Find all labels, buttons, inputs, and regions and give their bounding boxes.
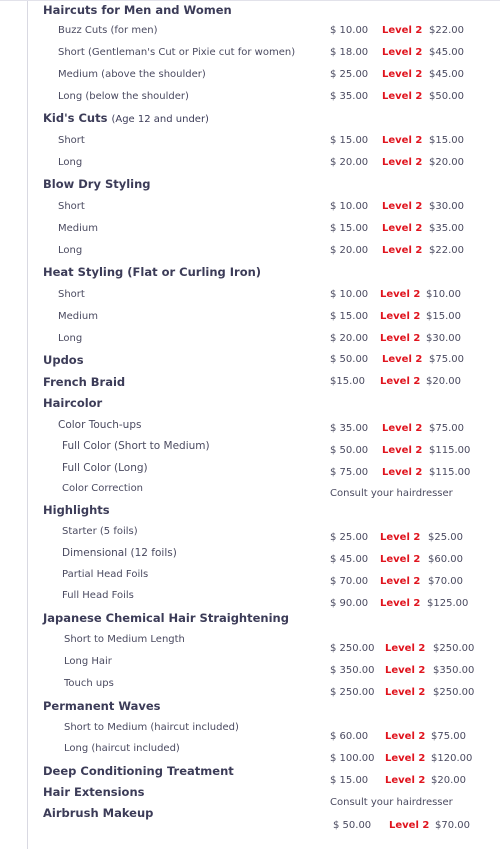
level-label: Level 2	[382, 25, 423, 36]
base-price: $ 60.00	[330, 731, 369, 742]
level-label: Level 2	[380, 376, 421, 387]
service-name: Touch ups	[64, 678, 114, 689]
level-price: $45.00	[429, 47, 464, 58]
category-row	[0, 174, 500, 194]
service-row	[0, 65, 500, 85]
level-label: Level 2	[382, 245, 423, 256]
category-title: Permanent Waves	[43, 699, 161, 713]
service-row	[0, 739, 500, 764]
service-name: Long (haircut included)	[64, 743, 180, 754]
service-name: Long	[58, 245, 83, 256]
base-price: $ 35.00	[330, 423, 369, 434]
level-price: $30.00	[429, 201, 464, 212]
category-row	[0, 393, 500, 413]
level-label: Level 2	[382, 223, 423, 234]
category-title: Hair Extensions	[43, 785, 145, 799]
service-name: Partial Head Foils	[62, 569, 149, 580]
base-price: $ 10.00	[330, 201, 369, 212]
service-name: Short to Medium (haircut included)	[64, 722, 239, 733]
service-row	[0, 87, 500, 107]
base-price: $ 100.00	[330, 753, 375, 764]
category-row	[0, 108, 500, 128]
base-price: $ 90.00	[330, 598, 369, 609]
base-price: $ 75.00	[330, 467, 369, 478]
base-price: $ 15.00	[330, 223, 369, 234]
service-name: Short	[58, 289, 85, 300]
service-row	[0, 543, 500, 563]
consult-note: Consult your hairdresser	[330, 797, 453, 808]
category-title: Haircolor	[43, 396, 103, 410]
level-label: Level 2	[380, 311, 421, 322]
level-label: Level 2	[385, 731, 426, 742]
category-row	[0, 608, 500, 628]
service-row	[0, 329, 500, 349]
level-label: Level 2	[380, 333, 421, 344]
base-price: $ 15.00	[330, 135, 369, 146]
level-price: $35.00	[429, 223, 464, 234]
service-row	[0, 652, 500, 676]
level-price: $75.00	[431, 731, 466, 742]
base-price: $ 18.00	[330, 47, 369, 58]
base-price: $ 10.00	[330, 289, 369, 300]
service-name: Short (Gentleman's Cut or Pixie cut for women)	[58, 47, 296, 58]
level-label: Level 2	[382, 91, 423, 102]
level-price: $10.00	[426, 289, 461, 300]
level-price: $50.00	[429, 91, 464, 102]
level-label: Level 2	[382, 69, 423, 80]
category-row	[0, 0, 500, 20]
level-label: Level 2	[385, 665, 426, 676]
base-price: $ 45.00	[330, 554, 369, 565]
level-label: Level 2	[382, 467, 423, 478]
category-row	[0, 372, 500, 392]
service-name: Long	[58, 157, 83, 168]
base-price: $ 15.00	[330, 775, 369, 786]
category-note: (Age 12 and under)	[111, 114, 209, 125]
base-price: $ 50.00	[330, 354, 369, 365]
service-row	[0, 565, 500, 585]
service-row	[0, 241, 500, 261]
level-price: $20.00	[431, 775, 466, 786]
level-price: $115.00	[429, 467, 471, 478]
base-price: $15.00	[330, 376, 365, 387]
category-row	[0, 782, 500, 808]
level-price: $75.00	[429, 423, 464, 434]
base-price: $ 25.00	[330, 69, 369, 80]
level-price: $115.00	[429, 445, 471, 456]
category-title: Haircuts for Men and Women	[43, 3, 232, 17]
base-price: $ 20.00	[330, 333, 369, 344]
service-name: Full Head Foils	[62, 590, 134, 601]
base-price: $ 250.00	[330, 643, 375, 654]
service-name: Dimensional (12 foils)	[62, 547, 177, 559]
service-name: Short	[58, 201, 85, 212]
category-row	[0, 696, 500, 716]
level-price: $15.00	[429, 135, 464, 146]
level-price: $15.00	[426, 311, 461, 322]
service-row	[0, 436, 500, 456]
level-label: Level 2	[382, 157, 423, 168]
level-price: $25.00	[428, 532, 463, 543]
level-label: Level 2	[385, 753, 426, 764]
service-name: Medium	[58, 223, 98, 234]
level-label: Level 2	[380, 289, 421, 300]
category-title: Blow Dry Styling	[43, 177, 151, 191]
level-price: $250.00	[433, 643, 475, 654]
level-price: $20.00	[426, 376, 461, 387]
level-price: $75.00	[429, 354, 464, 365]
category-title: French Braid	[43, 375, 126, 389]
service-name: Long (below the shoulder)	[58, 91, 189, 102]
level-label: Level 2	[389, 820, 430, 831]
category-title: Highlights	[43, 503, 110, 517]
service-row	[0, 522, 500, 542]
base-price: $ 20.00	[330, 157, 369, 168]
service-row	[0, 197, 500, 217]
service-name: Full Color (Long)	[62, 462, 148, 474]
level-label: Level 2	[382, 135, 423, 146]
service-row	[0, 718, 500, 742]
level-label: Level 2	[380, 532, 421, 543]
base-price: $ 35.00	[330, 91, 369, 102]
service-name: Short	[58, 135, 85, 146]
category-row	[0, 761, 500, 786]
service-name: Short to Medium Length	[64, 634, 185, 645]
level-price: $350.00	[433, 665, 475, 676]
level-price: $22.00	[429, 245, 464, 256]
level-label: Level 2	[380, 554, 421, 565]
level-price: $125.00	[427, 598, 469, 609]
service-row	[0, 630, 500, 654]
level-price: $20.00	[429, 157, 464, 168]
service-row	[0, 219, 500, 239]
level-price: $120.00	[431, 753, 473, 764]
service-row	[0, 43, 500, 63]
service-name: Medium (above the shoulder)	[58, 69, 206, 80]
category-title: Heat Styling (Flat or Curling Iron)	[43, 265, 262, 279]
service-row	[0, 415, 500, 435]
level-price: $30.00	[426, 333, 461, 344]
category-row	[0, 262, 500, 282]
service-row	[0, 21, 500, 41]
category-title: Updos	[43, 353, 84, 367]
service-name: Starter (5 foils)	[62, 526, 138, 537]
level-price: $22.00	[429, 25, 464, 36]
base-price: $ 20.00	[330, 245, 369, 256]
level-label: Level 2	[382, 445, 423, 456]
level-label: Level 2	[382, 354, 423, 365]
level-price: $60.00	[428, 554, 463, 565]
base-price: $ 50.00	[330, 445, 369, 456]
level-price: $70.00	[435, 820, 470, 831]
base-price: $ 250.00	[330, 687, 375, 698]
service-name: Long	[58, 333, 83, 344]
category-row	[0, 803, 500, 831]
base-price: $ 50.00	[333, 820, 372, 831]
service-row	[0, 479, 500, 499]
category-title-text: Kid's Cuts	[43, 111, 108, 125]
level-label: Level 2	[385, 775, 426, 786]
service-row	[0, 307, 500, 327]
base-price: $ 15.00	[330, 311, 369, 322]
level-price: $70.00	[428, 576, 463, 587]
level-label: Level 2	[382, 201, 423, 212]
service-row	[0, 153, 500, 173]
level-label: Level 2	[380, 576, 421, 587]
service-row	[0, 586, 500, 609]
service-name: Color Touch-ups	[58, 419, 142, 431]
service-row	[0, 674, 500, 698]
level-price: $250.00	[433, 687, 475, 698]
service-name: Medium	[58, 311, 98, 322]
level-label: Level 2	[382, 47, 423, 58]
level-price: $45.00	[429, 69, 464, 80]
level-label: Level 2	[382, 423, 423, 434]
service-name: Buzz Cuts (for men)	[58, 25, 158, 36]
level-label: Level 2	[380, 598, 421, 609]
service-row	[0, 285, 500, 305]
category-row	[0, 350, 500, 370]
service-name: Color Correction	[62, 483, 144, 494]
service-row	[0, 458, 500, 478]
base-price: $ 70.00	[330, 576, 369, 587]
level-label: Level 2	[385, 687, 426, 698]
base-price: $ 350.00	[330, 665, 375, 676]
service-name: Full Color (Short to Medium)	[62, 440, 210, 452]
base-price: $ 10.00	[330, 25, 369, 36]
category-title	[43, 108, 209, 130]
consult-note: Consult your hairdresser	[330, 488, 453, 499]
category-title: Japanese Chemical Hair Straightening	[43, 611, 289, 625]
category-title: Deep Conditioning Treatment	[43, 764, 234, 778]
base-price: $ 25.00	[330, 532, 369, 543]
category-title: Airbrush Makeup	[43, 806, 154, 820]
service-row	[0, 131, 500, 151]
category-row	[0, 500, 500, 520]
service-name: Long Hair	[64, 656, 112, 667]
level-label: Level 2	[385, 643, 426, 654]
